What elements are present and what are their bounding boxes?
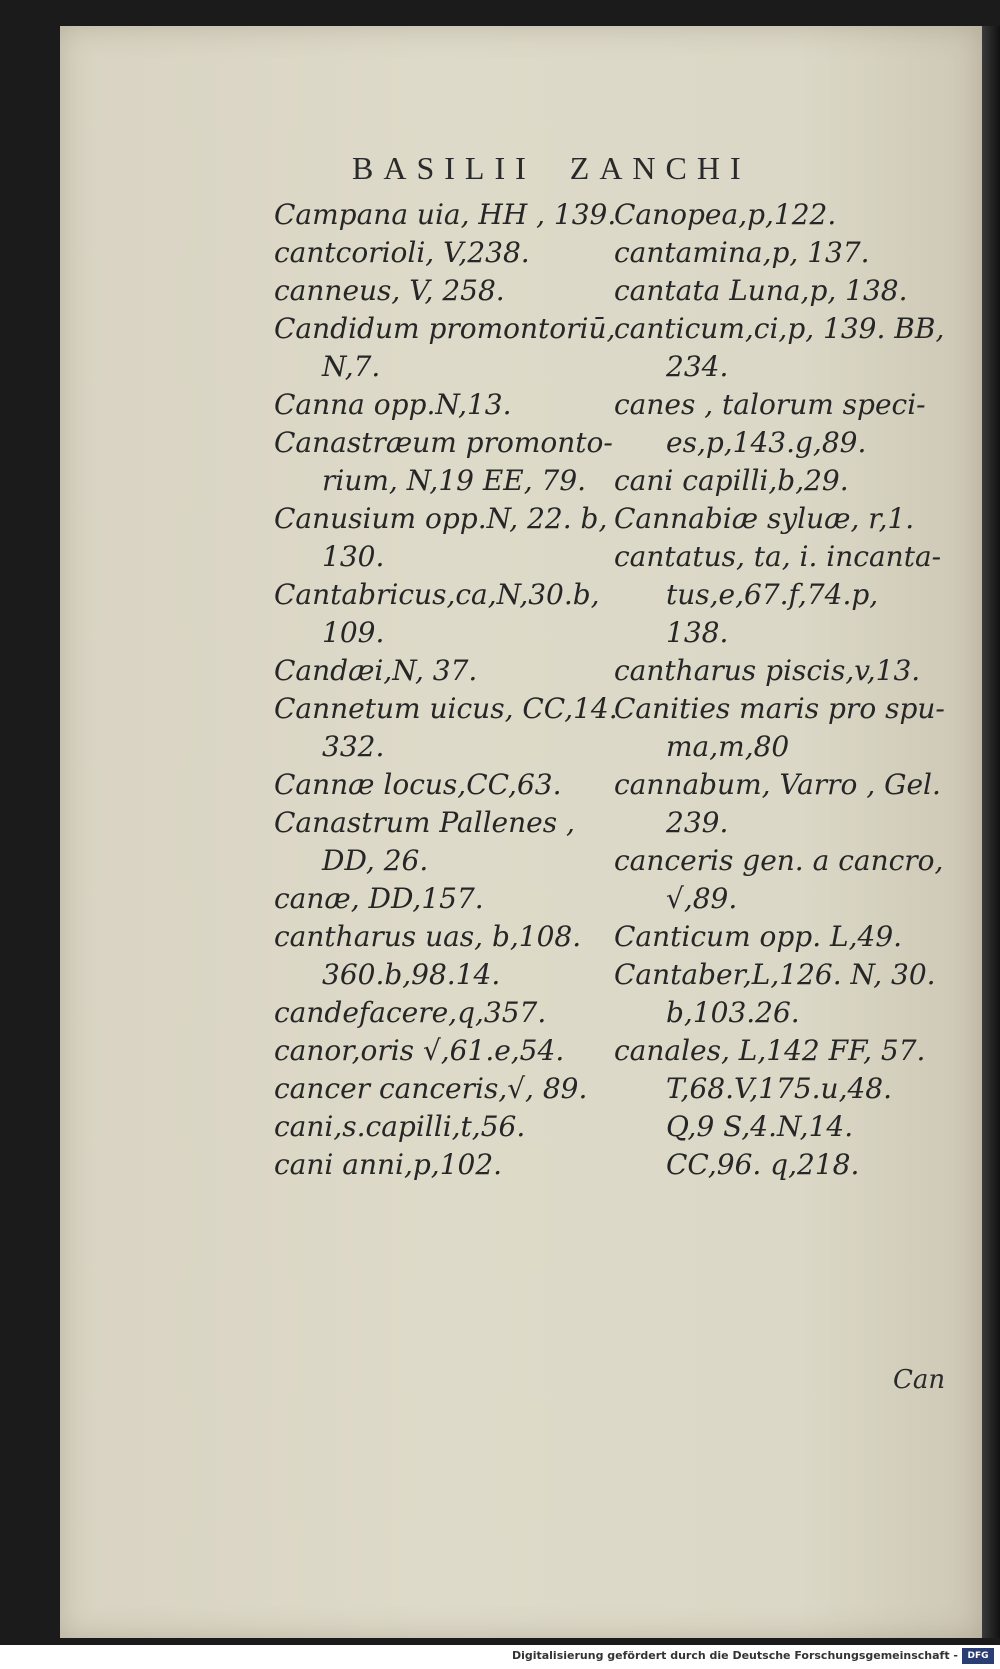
index-entry: Canastrum Pallenes , bbox=[274, 806, 575, 839]
index-entry: Canastræum promonto- bbox=[274, 426, 613, 459]
index-entry: canes , talorum speci- bbox=[614, 388, 926, 421]
index-entry: 360.b,98.14. bbox=[322, 958, 501, 991]
index-entry: canceris gen. a cancro, bbox=[614, 844, 944, 877]
index-entry: Cantabricus,ca,N,30.b, bbox=[274, 578, 600, 611]
index-entry: ma,m,80 bbox=[666, 730, 790, 763]
index-entry: canæ, DD,157. bbox=[274, 882, 484, 915]
index-entry: 332. bbox=[322, 730, 385, 763]
index-entry: Canities maris pro spu- bbox=[614, 692, 945, 725]
index-entry: canneus, V, 258. bbox=[274, 274, 505, 307]
index-entry: cantharus uas, b,108. bbox=[274, 920, 582, 953]
index-entry: Canusium opp.N, 22. b, bbox=[274, 502, 608, 535]
index-entry: b,103.26. bbox=[666, 996, 800, 1029]
running-head-word: ZANCHI bbox=[569, 150, 751, 186]
index-entry: rium, N,19 EE, 79. bbox=[322, 464, 587, 497]
index-entry: Cannabiæ syluæ, r,1. bbox=[614, 502, 915, 535]
index-entry: Cannæ locus,CC,63. bbox=[274, 768, 562, 801]
dfg-logo-icon: DFG bbox=[962, 1648, 994, 1664]
index-entry: √,89. bbox=[666, 882, 738, 915]
index-entry: cani anni,p,102. bbox=[274, 1148, 503, 1181]
index-entry: cani capilli,b,29. bbox=[614, 464, 849, 497]
index-entry: tus,e,67.f,74.p, bbox=[666, 578, 879, 611]
index-entry: cantcorioli, V,238. bbox=[274, 236, 530, 269]
index-entry: Q,9 S,4.N,14. bbox=[666, 1110, 854, 1143]
index-entry: cancer canceris,√, 89. bbox=[274, 1072, 588, 1105]
index-entry: DD, 26. bbox=[322, 844, 429, 877]
index-entry: Campana uia, HH , 139. bbox=[274, 198, 617, 231]
index-entry: cantata Luna,p, 138. bbox=[614, 274, 908, 307]
index-entry: es,p,143.g,89. bbox=[666, 426, 867, 459]
index-entry: 234. bbox=[666, 350, 729, 383]
catchword: Can bbox=[893, 1365, 946, 1395]
index-column-left bbox=[274, 196, 639, 1184]
index-entry: Cannetum uicus, CC,14. bbox=[274, 692, 618, 725]
index-entry: Canticum opp. L,49. bbox=[614, 920, 903, 953]
footer-credit: Digitalisierung gefördert durch die Deutsche Forschungsgemeinschaft - bbox=[511, 1649, 958, 1662]
index-entry: Canna opp.N,13. bbox=[274, 388, 512, 421]
index-entry: Candæi,N, 37. bbox=[274, 654, 478, 687]
index-entry: Cantaber,L,126. N, 30. bbox=[614, 958, 936, 991]
index-entry: T,68.V,175.u,48. bbox=[666, 1072, 893, 1105]
index-entry: Canopea,p,122. bbox=[614, 198, 837, 231]
index-entry: canales, L,142 FF, 57. bbox=[614, 1034, 926, 1067]
running-head bbox=[352, 150, 872, 187]
footer-bar bbox=[0, 1645, 1000, 1669]
index-entry: candefacere,q,357. bbox=[274, 996, 547, 1029]
index-entry: Candidum promontoriū, bbox=[274, 312, 616, 345]
index-entry: N,7. bbox=[322, 350, 381, 383]
index-entry: canor,oris √,61.e,54. bbox=[274, 1034, 565, 1067]
index-entry: 138. bbox=[666, 616, 729, 649]
index-entry: 239. bbox=[666, 806, 729, 839]
index-entry: cannabum, Varro , Gel. bbox=[614, 768, 941, 801]
page-edge bbox=[982, 26, 1000, 1638]
index-entry: cantharus piscis,v,13. bbox=[614, 654, 921, 687]
index-entry: 130. bbox=[322, 540, 385, 573]
index-entry: canticum,ci,p, 139. BB, bbox=[614, 312, 945, 345]
index-entry: CC,96. q,218. bbox=[666, 1148, 860, 1181]
index-entry: cantamina,p, 137. bbox=[614, 236, 870, 269]
index-entry: 109. bbox=[322, 616, 385, 649]
index-entry: cantatus, ta, i. incanta- bbox=[614, 540, 942, 573]
index-column-right bbox=[614, 196, 979, 1184]
index-entry: cani,s.capilli,t,56. bbox=[274, 1110, 526, 1143]
running-head-word: BASILII bbox=[352, 150, 536, 186]
